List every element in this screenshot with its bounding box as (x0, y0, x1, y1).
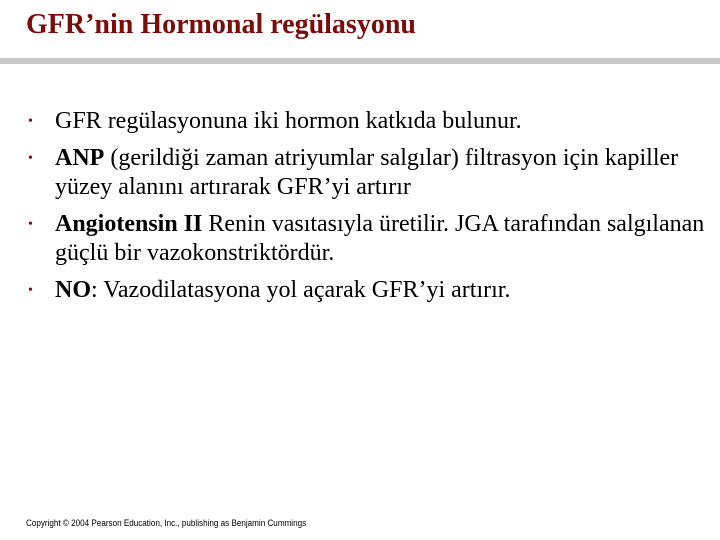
bullet-term: Angiotensin II (55, 211, 203, 237)
bullet-list (28, 107, 708, 313)
bullet-term: NO (55, 277, 91, 303)
bullet-item (28, 144, 708, 202)
bullet-text: (gerildiği zaman atriyumlar salgılar) filtrasyon için kapiller yüzey alanını artırarak GFR’yi artırır (55, 145, 679, 200)
copyright-notice: Copyright © 2004 Pearson Education, Inc., publishing as Benjamin Cummings (26, 518, 307, 528)
bullet-text: : Vazodilatasyona yol açarak GFR’yi artırır. (91, 277, 511, 303)
bullet-icon: • (28, 114, 33, 129)
bullet-item (28, 210, 708, 268)
bullet-text: Renin vasıtasıyla üretilir. JGA tarafından salgılanan güçlü bir vazokonstriktördür. (55, 211, 705, 266)
bullet-item (28, 107, 708, 136)
bullet-term: ANP (55, 145, 105, 171)
bullet-icon: • (28, 283, 33, 298)
slide-title: GFR’nin Hormonal regülasyonu (26, 9, 416, 40)
bullet-text: GFR regülasyonuna iki hormon katkıda bulunur. (55, 108, 522, 134)
bullet-item (28, 276, 708, 305)
bullet-icon: • (28, 151, 33, 166)
title-divider (0, 58, 720, 64)
bullet-icon: • (28, 217, 33, 232)
